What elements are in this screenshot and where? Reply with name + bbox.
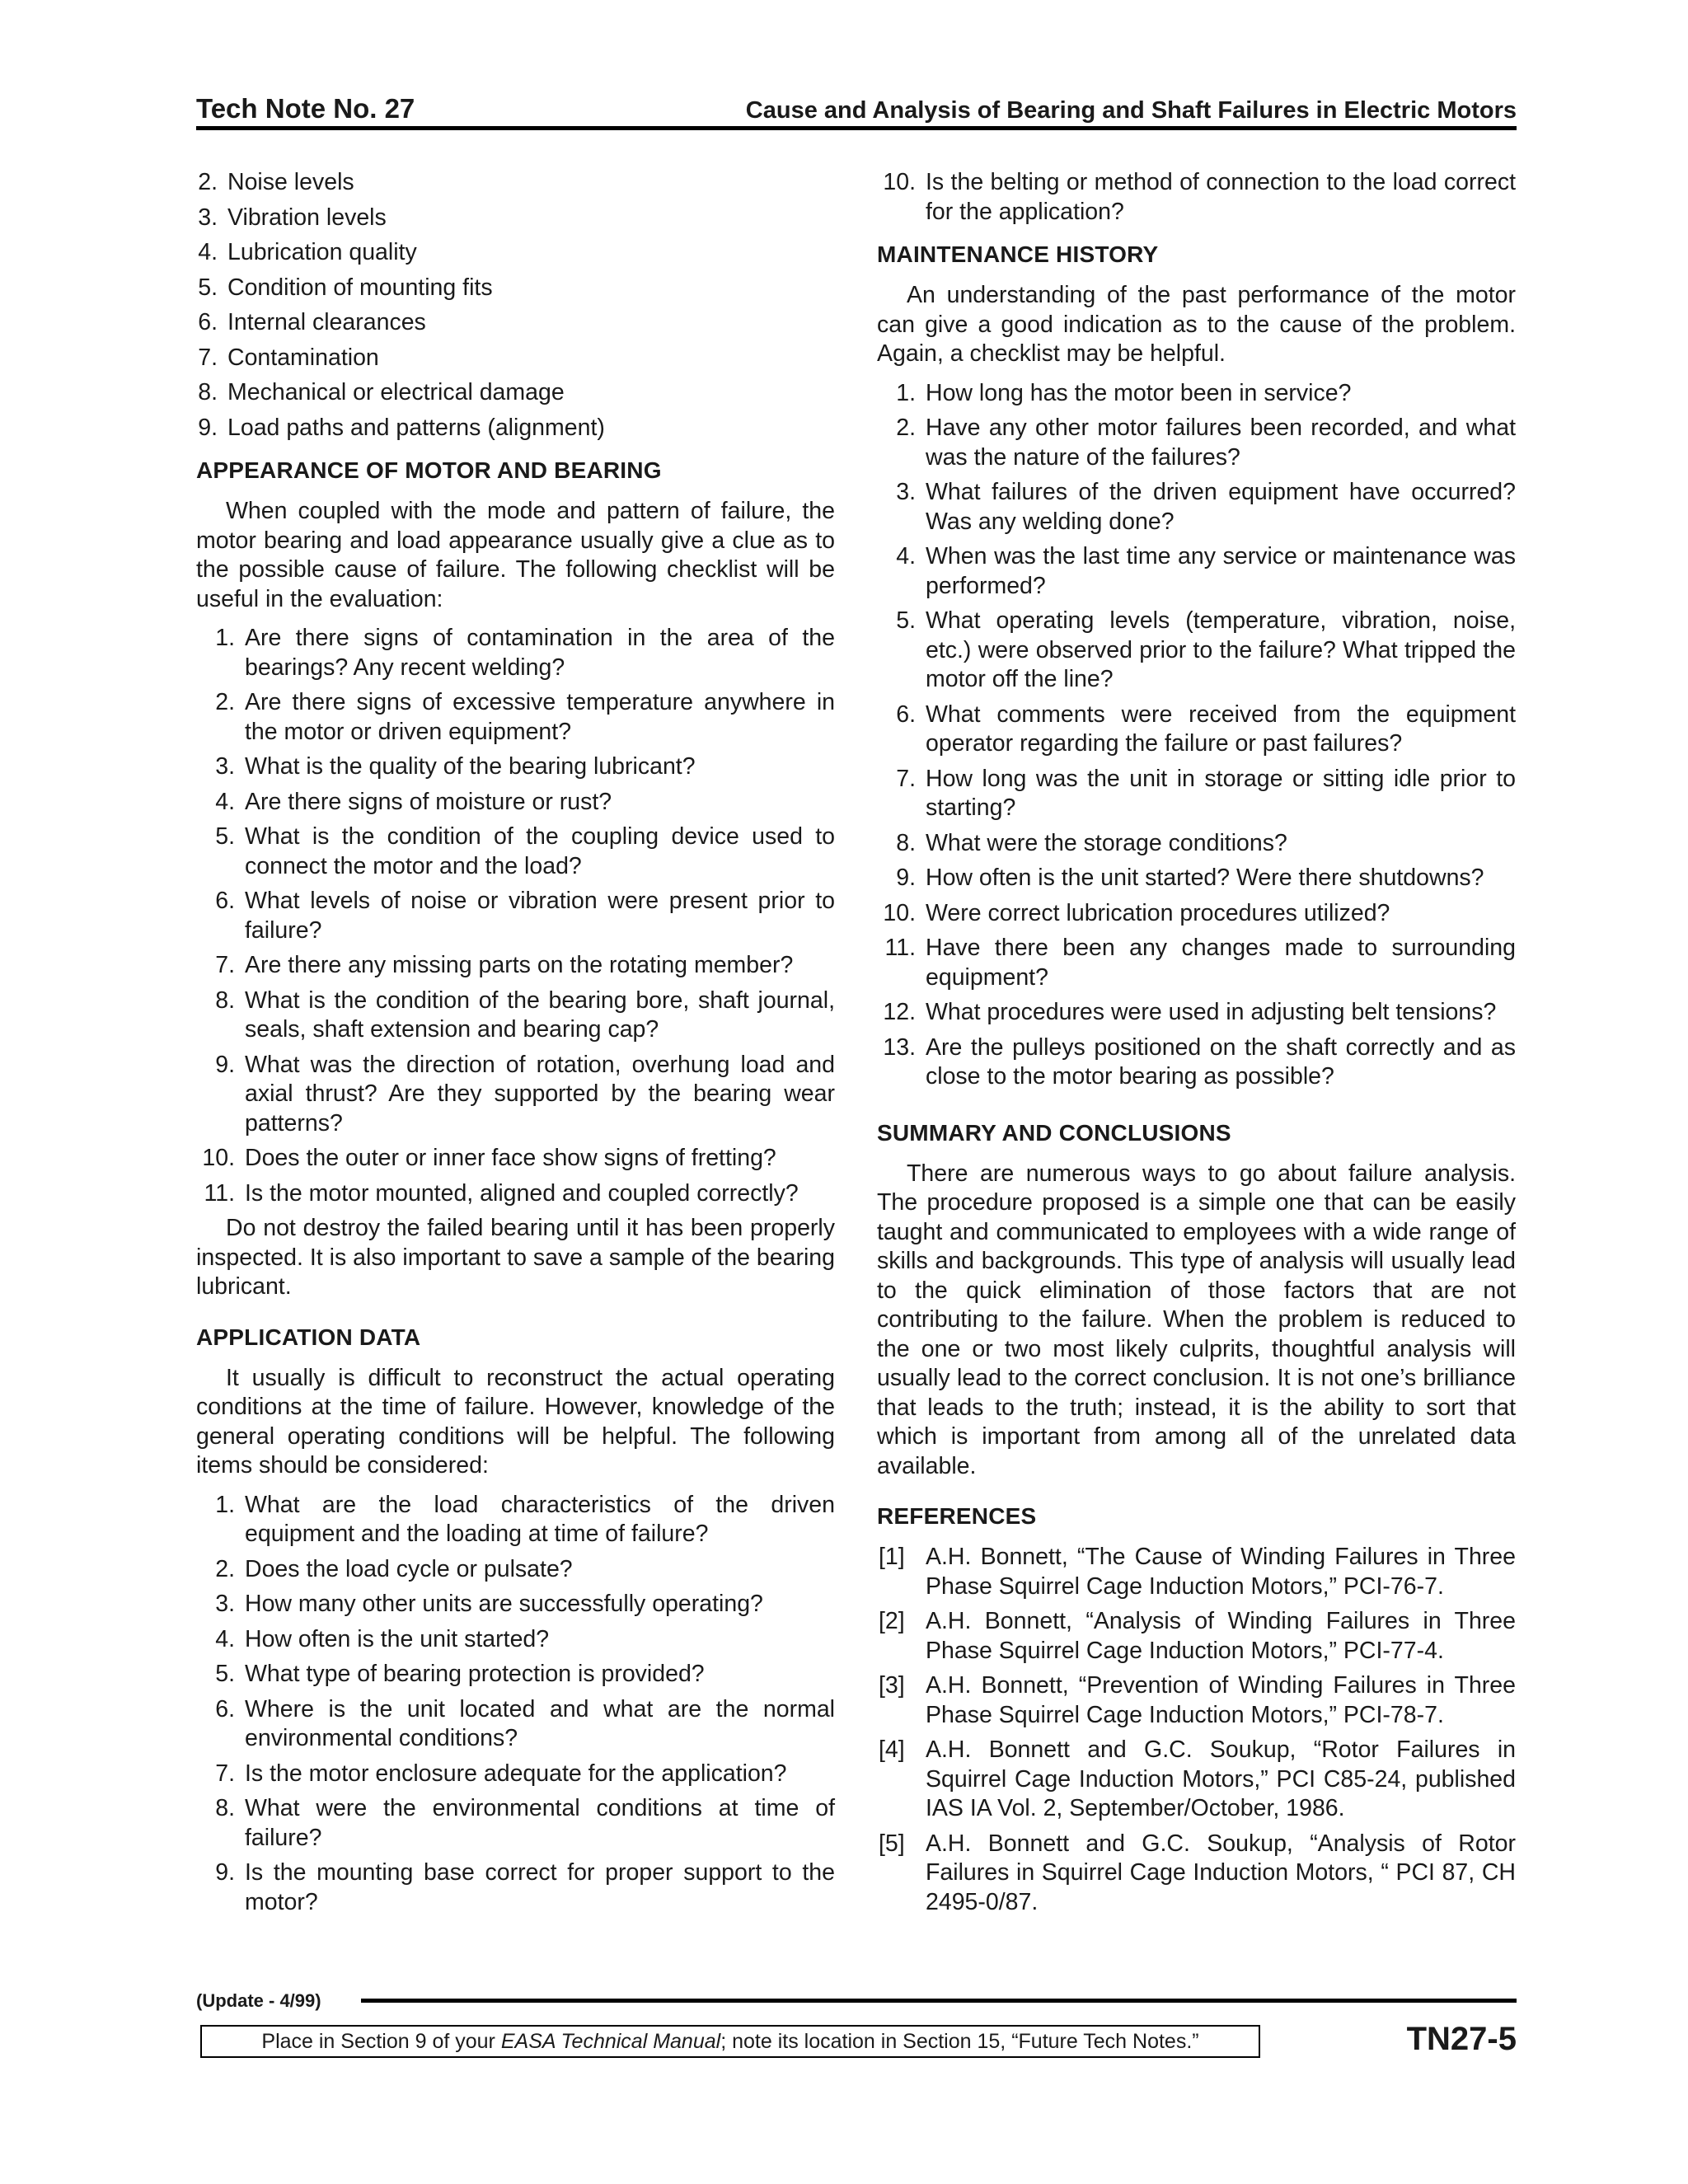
list-item: 9. Is the mounting base correct for proper support to the motor? <box>215 1859 835 1915</box>
list-item: 1. Are there signs of contamination in the area of the bearings? Any recent welding? <box>215 625 835 681</box>
list-item: 9. What was the direction of rotation, overhung load and axial thrust? Are they supported by the bearing wear patterns? <box>215 1051 835 1137</box>
reference-item: [5] A.H. Bonnett and G.C. Soukup, “Analysis of Rotor Failures in Squirrel Cage Induction Motors, “ PCI 87, CH 2495-0/87. <box>879 1830 1516 1915</box>
list-item: 4. Lubrication quality <box>198 239 417 265</box>
filing-instruction-box: Place in Section 9 of your EASA Technical Manual; note its location in Section 15, “Future Tech Notes.” <box>200 2025 1260 2058</box>
section-heading-summary: SUMMARY AND CONCLUSIONS <box>877 1119 1231 1146</box>
list-item: 5. What type of bearing protection is provided? <box>215 1661 705 1687</box>
list-item: 3. Vibration levels <box>198 204 387 231</box>
list-item: 9. Load paths and patterns (alignment) <box>198 414 605 441</box>
appearance-intro: When coupled with the mode and pattern of failure, the motor bearing and load appearance usually give a clue as to the possible cause of failure. The following checklist will be useful in the evaluation: <box>196 498 835 612</box>
list-item: 11. Have there been any changes made to surrounding equipment? <box>884 935 1516 991</box>
list-item: 8. Mechanical or electrical damage <box>198 379 565 405</box>
references-list <box>877 1543 1516 1917</box>
list-item: 10. Does the outer or inner face show signs of fretting? <box>202 1145 776 1171</box>
appearance-closing: Do not destroy the failed bearing until it has been properly inspected. It is also important to save a sample of the bearing lubricant. <box>196 1215 835 1300</box>
list-item: 2. Have any other motor failures been recorded, and what was the nature of the failures? <box>896 415 1516 471</box>
appearance-checklist <box>196 624 835 1208</box>
list-item: 4. How often is the unit started? <box>215 1625 550 1652</box>
list-item: 8. What were the storage conditions? <box>896 829 1287 856</box>
list-item: 6. What comments were received from the equipment operator regarding the failure or past failures? <box>896 701 1516 757</box>
header-rule <box>196 126 1517 130</box>
list-item: 7. How long was the unit in storage or sitting idle prior to starting? <box>896 765 1516 821</box>
list-item: 4. When was the last time any service or maintenance was performed? <box>896 543 1516 599</box>
right-column <box>877 168 1516 1923</box>
summary-paragraph: There are numerous ways to go about failure analysis. The procedure proposed is a simple one that can be easily taught and communicated to employees with a wide range of skills and backgrounds. This type of analysis will usually lead to the quick elimination of those factors that are not contributing to the failure. When the problem is reduced to the one or two most likely culprits, thoughtful analysis will usually lead to the correct conclusion. It is not one’s brilliance that leads to the truth; instead, it is the ability to sort that which is important from among all of the unrelated data available. <box>877 1160 1516 1479</box>
page-number: TN27-5 <box>1406 2021 1517 2057</box>
list-item: 6. Where is the unit located and what are the normal environmental conditions? <box>215 1695 835 1751</box>
doc-series-title: Tech Note No. 27 <box>196 93 415 124</box>
application-intro: It usually is difficult to reconstruct the actual operating conditions at the time of failure. However, knowledge of the general operating conditions will be helpful. The following items should be considered: <box>196 1364 835 1479</box>
list-item: 5. What operating levels (temperature, vibration, noise, etc.) were observed prior to the failure? What tripped the motor off the line? <box>896 607 1516 692</box>
list-item: 7. Are there any missing parts on the rotating member? <box>215 952 794 978</box>
inspection-list <box>196 168 835 443</box>
list-item: 8. What were the environmental conditions at time of failure? <box>215 1795 835 1851</box>
list-item: 6. What levels of noise or vibration were present prior to failure? <box>215 888 835 944</box>
list-item: 3. What is the quality of the bearing lubricant? <box>215 753 696 780</box>
section-heading-maintenance: MAINTENANCE HISTORY <box>877 241 1159 267</box>
list-item: 4. Are there signs of moisture or rust? <box>215 788 612 815</box>
list-item: 7. Is the motor enclosure adequate for the application? <box>215 1760 787 1787</box>
list-item: 3. How many other units are successfully operating? <box>215 1591 763 1617</box>
list-item: 1. How long has the motor been in service? <box>896 379 1352 406</box>
reference-item: [3] A.H. Bonnett, “Prevention of Winding Failures in Three Phase Squirrel Cage Induction Motors,” PCI-78-7. <box>879 1672 1516 1728</box>
footer-rule <box>361 1999 1517 2003</box>
section-heading-references: REFERENCES <box>877 1503 1037 1529</box>
list-item: 13. Are the pulleys positioned on the shaft correctly and as close to the motor bearing as possible? <box>883 1033 1516 1090</box>
list-item: 10. Were correct lubrication procedures utilized? <box>883 899 1390 926</box>
list-item: 8. What is the condition of the bearing bore, shaft journal, seals, shaft extension and bearing cap? <box>215 987 835 1043</box>
list-item: 5. What is the condition of the coupling device used to connect the motor and the load? <box>215 823 835 879</box>
list-item: 12. What procedures were used in adjusting belt tensions? <box>883 999 1497 1025</box>
list-item: 11. Is the motor mounted, aligned and coupled correctly? <box>204 1179 799 1207</box>
list-item: 10. Is the belting or method of connection to the load correct for the application? <box>883 169 1516 225</box>
list-item: 6. Internal clearances <box>198 309 426 335</box>
application-checklist-continued <box>877 168 1516 227</box>
left-column <box>196 168 835 1923</box>
section-heading-appearance: APPEARANCE OF MOTOR AND BEARING <box>196 457 662 483</box>
reference-item: [1] A.H. Bonnett, “The Cause of Winding Failures in Three Phase Squirrel Cage Induction Motors,” PCI-76-7. <box>879 1544 1516 1600</box>
list-item: 2. Noise levels <box>198 169 354 195</box>
maintenance-intro: An understanding of the past performance of the motor can give a good indication as to the cause of the problem. Again, a checklist may be helpful. <box>877 282 1516 367</box>
application-checklist <box>196 1491 835 1918</box>
list-item: 3. What failures of the driven equipment have occurred? Was any welding done? <box>896 479 1516 535</box>
reference-item: [2] A.H. Bonnett, “Analysis of Winding Failures in Three Phase Squirrel Cage Induction Motors,” PCI-77-4. <box>879 1608 1516 1664</box>
doc-running-title: Cause and Analysis of Bearing and Shaft Failures in Electric Motors <box>745 97 1517 124</box>
list-item: 9. How often is the unit started? Were there shutdowns? <box>896 865 1484 891</box>
list-item: 2. Are there signs of excessive temperature anywhere in the motor or driven equipment? <box>215 689 835 745</box>
list-item: 7. Contamination <box>198 344 379 371</box>
maintenance-checklist <box>877 379 1516 1092</box>
reference-item: [4] A.H. Bonnett and G.C. Soukup, “Rotor Failures in Squirrel Cage Induction Motors,” PCI C85-24, published IAS IA Vol. 2, September/October, 1986. <box>879 1736 1516 1821</box>
update-label: (Update - 4/99) <box>196 1990 321 2011</box>
list-item: 2. Does the load cycle or pulsate? <box>215 1555 573 1582</box>
section-heading-application: APPLICATION DATA <box>196 1324 421 1350</box>
list-item: 1. What are the load characteristics of the driven equipment and the loading at time of failure? <box>215 1491 835 1547</box>
list-item: 5. Condition of mounting fits <box>198 274 493 301</box>
